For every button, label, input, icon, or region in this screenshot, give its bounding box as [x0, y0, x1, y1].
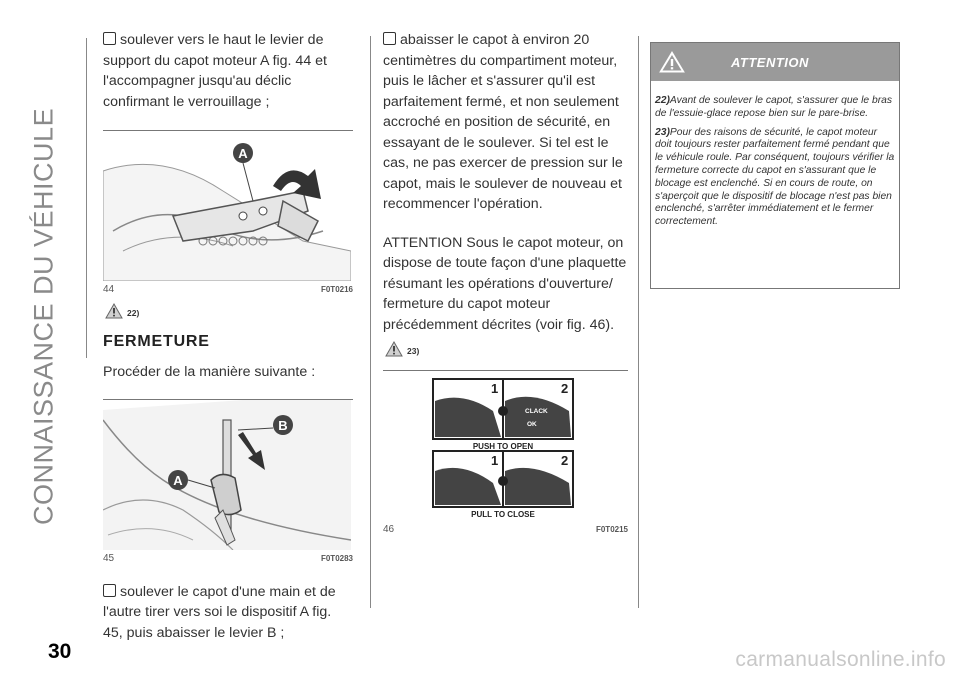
section-title: CONNAISSANCE DU VÉHICULE: [28, 107, 59, 525]
svg-text:1: 1: [491, 380, 499, 396]
attention-paragraph: ATTENTION Sous le capot moteur, on dispose de toute façon d'une plaquette résumant les opérations d'ouverture/ fermeture du capot moteur précédemment décrites (voir fig. 46).: [383, 234, 627, 333]
svg-text:1: 1: [491, 452, 499, 468]
checkbox-icon: [383, 32, 396, 45]
figure-number: 45: [103, 552, 115, 564]
column-divider: [370, 36, 371, 608]
figure-number: 44: [103, 284, 115, 295]
bullet-paragraph: abaisser le capot à environ 20 centimètres du compartiment moteur, puis le lâcher et s'assurer qu'il est parfaitement fermé, et non seulement accroché en position de sécurité, en essayant de le soulever. Si tel est le cas, ne pas exercer de pression sur le capot, mais le soulever de nouveau et recommencer l'opération.: [383, 32, 623, 212]
push-label: PUSH TO OPEN: [472, 441, 534, 451]
figure-number: 46: [383, 523, 395, 535]
figure-code: F0T0215: [595, 524, 628, 534]
warning-icon: [659, 51, 685, 73]
figure-46: [383, 370, 628, 537]
warning-icon: [105, 303, 123, 319]
section-divider: [86, 38, 87, 358]
intro-text: Procéder de la manière suivante :: [103, 364, 316, 380]
column-1: [103, 30, 353, 643]
attention-box: [650, 42, 900, 289]
note-23: 23)Pour des raisons de sécurité, le capot moteur doit toujours rester parfaitement fermé pendant que le véhicule roule. Par conséquent, toujours vérifier la fermeture correcte du capot en s'assurant que le blocage est enclenché. Si en cours de route, on s'aperçoit que le dispositif de blocage n'est pas bien enclenché, s'arrêter immédiatement et le fermer correctement.: [655, 126, 895, 228]
pull-label: PULL TO CLOSE: [471, 509, 535, 519]
warning-reference: 23): [385, 341, 628, 362]
callout-label: B: [278, 417, 288, 433]
attention-header: [651, 43, 899, 81]
column-2: [383, 30, 628, 537]
svg-text:OK: OK: [527, 420, 537, 428]
note-22: 22)Avant de soulever le capot, s'assurer que le bras de l'essuie-glace repose bien sur le pare-brise.: [655, 95, 893, 119]
svg-text:2: 2: [561, 380, 569, 396]
section-heading: FERMETURE: [103, 332, 210, 350]
hood-support-illustration: [103, 131, 351, 281]
svg-text:2: 2: [561, 452, 569, 468]
warning-reference: 22): [105, 303, 353, 324]
callout-label: A: [173, 472, 183, 488]
bullet-paragraph: soulever vers le haut le levier de support du capot moteur A fig. 44 et l'accompagner jusqu'au déclic confirmant le verrouillage ;: [103, 32, 327, 110]
attention-title: ATTENTION: [731, 54, 809, 70]
hood-placard-illustration: [383, 371, 628, 521]
hood-latch-illustration: [103, 400, 351, 550]
play-icon: [498, 406, 508, 416]
figure-44: [103, 130, 353, 297]
attention-body: [651, 81, 899, 229]
callout-label: A: [238, 146, 248, 161]
play-icon: [498, 476, 508, 486]
figure-caption: [103, 552, 353, 566]
figure-code: F0T0283: [320, 553, 353, 563]
checkbox-icon: [103, 32, 116, 45]
checkbox-icon: [103, 584, 116, 597]
warning-icon: [385, 341, 403, 357]
figure-caption: [103, 283, 353, 297]
watermark: carmanualsonline.info: [735, 648, 946, 671]
bullet-paragraph: soulever le capot d'une main et de l'autre tirer vers soi le dispositif A fig. 45, puis abaisser le levier B ;: [103, 583, 336, 641]
column-divider: [638, 36, 639, 608]
figure-code: F0T0216: [320, 285, 353, 294]
figure-45: [103, 399, 353, 566]
page-number: 30: [48, 640, 72, 663]
svg-text:CLACK: CLACK: [525, 407, 548, 415]
figure-caption: [383, 523, 628, 537]
